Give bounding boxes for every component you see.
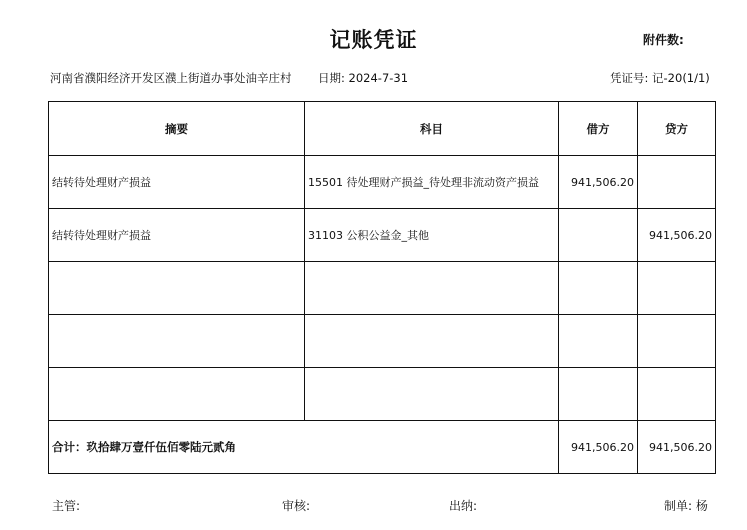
credit-cell [638,368,716,421]
date-label: 日期: [318,71,345,85]
credit-cell: 941,506.20 [638,209,716,262]
column-header-account: 科目 [305,102,559,156]
cashier-label: 出纳: [449,499,478,513]
credit-cell [638,156,716,209]
total-debit: 941,506.20 [559,421,638,474]
preparer-label: 制单: [664,499,693,513]
total-row [49,421,716,474]
column-header-credit: 贷方 [638,102,716,156]
table-row [49,262,716,315]
voucher-number-label: 凭证号: [610,71,649,85]
voucher-number-value: 记-20(1/1) [652,71,710,85]
attachments-label: 附件数: [643,33,684,47]
account-cell [305,368,559,421]
voucher-number [610,70,710,86]
column-header-summary: 摘要 [49,102,305,156]
debit-cell [559,262,638,315]
preparer-field [664,497,708,514]
table-row [49,368,716,421]
account-cell [305,315,559,368]
summary-cell: 结转待处理财产损益 [49,156,305,209]
debit-cell: 941,506.20 [559,156,638,209]
account-cell: 15501 待处理财产损益_待处理非流动资产损益 [305,156,559,209]
preparer-value: 杨 [695,499,708,513]
table-row [49,315,716,368]
debit-cell [559,368,638,421]
date-value: 2024-7-31 [348,71,409,85]
summary-cell [49,262,305,315]
table-header-row [49,102,716,156]
date-field [318,70,408,86]
company-name: 河南省濮阳经济开发区濮上街道办事处油辛庄村 [50,71,292,85]
credit-cell [638,262,716,315]
voucher-title: 记账凭证 [329,28,418,52]
summary-cell: 结转待处理财产损益 [49,209,305,262]
table-row [49,156,716,209]
summary-cell [49,368,305,421]
total-label: 合计：玖拾肆万壹仟伍佰零陆元贰角 [49,421,559,474]
credit-cell [638,315,716,368]
debit-cell [559,209,638,262]
total-credit: 941,506.20 [638,421,716,474]
column-header-debit: 借方 [559,102,638,156]
account-cell: 31103 公积公益金_其他 [305,209,559,262]
table-row [49,209,716,262]
supervisor-label: 主管: [52,499,81,513]
summary-cell [49,315,305,368]
voucher-table [48,101,716,474]
account-cell [305,262,559,315]
reviewer-label: 审核: [282,499,311,513]
debit-cell [559,315,638,368]
